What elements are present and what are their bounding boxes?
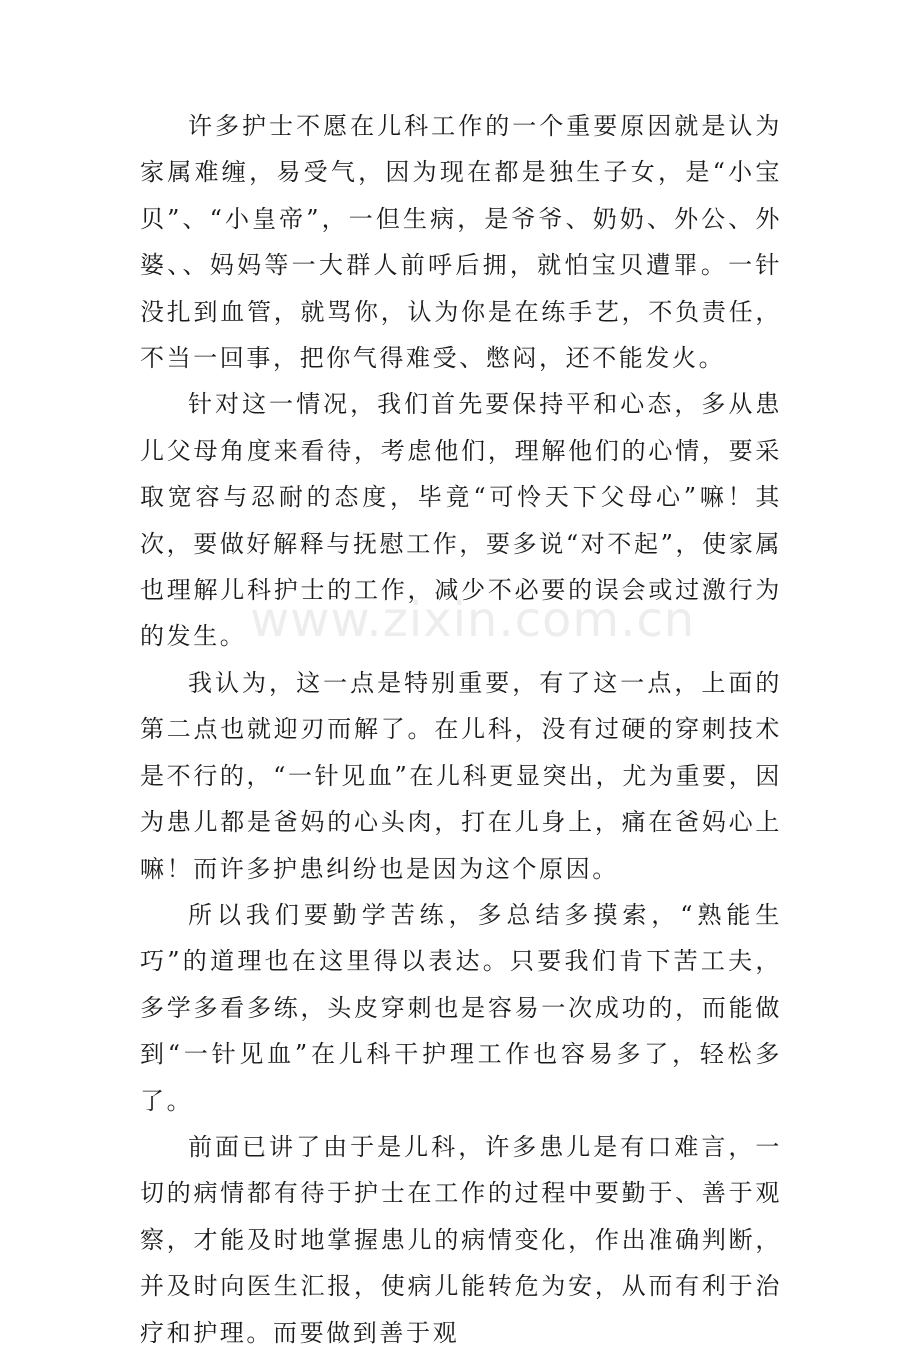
document-body xyxy=(140,103,782,1356)
paragraph-2: 针对这一情况，我们首先要保持平和心态，多从患儿父母角度来看待，考虑他们，理解他们的心情，要采取宽容与忍耐的态度，毕竟“可怜天下父母心”嘛！其次，要做好解释与抚慰工作，要多说“对不起”，使家属也理解儿科护士的工作，减少不必要的误会或过激行为的发生。 xyxy=(140,390,782,651)
watermark-text: www.zixin.com.cn xyxy=(250,592,696,648)
paragraph-3: 我认为，这一点是特别重要，有了这一点，上面的第二点也就迎刃而解了。在儿科，没有过硬的穿刺技术是不行的，“一针见血”在儿科更显突出，尤为重要，因为患儿都是爸妈的心头肉，打在儿身上，痛在爸妈心上嘛！而许多护患纠纷也是因为这个原因。 xyxy=(140,668,782,883)
paragraph-5: 前面已讲了由于是儿科，许多患儿是有口难言，一切的病情都有待于护士在工作的过程中要勤于、善于观察，才能及时地掌握患儿的病情变化，作出准确判断，并及时向医生汇报，使病儿能转危为安，从而有利于治疗和护理。而要做到善于观 xyxy=(140,1132,782,1347)
paragraph-1: 许多护士不愿在儿科工作的一个重要原因就是认为家属难缠，易受气，因为现在都是独生子女，是“小宝贝”、“小皇帝”，一但生病，是爷爷、奶奶、外公、外婆、、妈妈等一大群人前呼后拥，就怕宝贝遭罪。一针没扎到血管，就骂你，认为你是在练手艺，不负责任，不当一回事，把你气得难受、憋闷，还不能发火。 xyxy=(140,112,782,373)
paragraph-4: 所以我们要勤学苦练，多总结多摸索，“熟能生巧”的道理也在这里得以表达。只要我们肯下苦工夫，多学多看多练，头皮穿刺也是容易一次成功的，而能做到“一针见血”在儿科干护理工作也容易多了，轻松多了。 xyxy=(140,900,782,1115)
